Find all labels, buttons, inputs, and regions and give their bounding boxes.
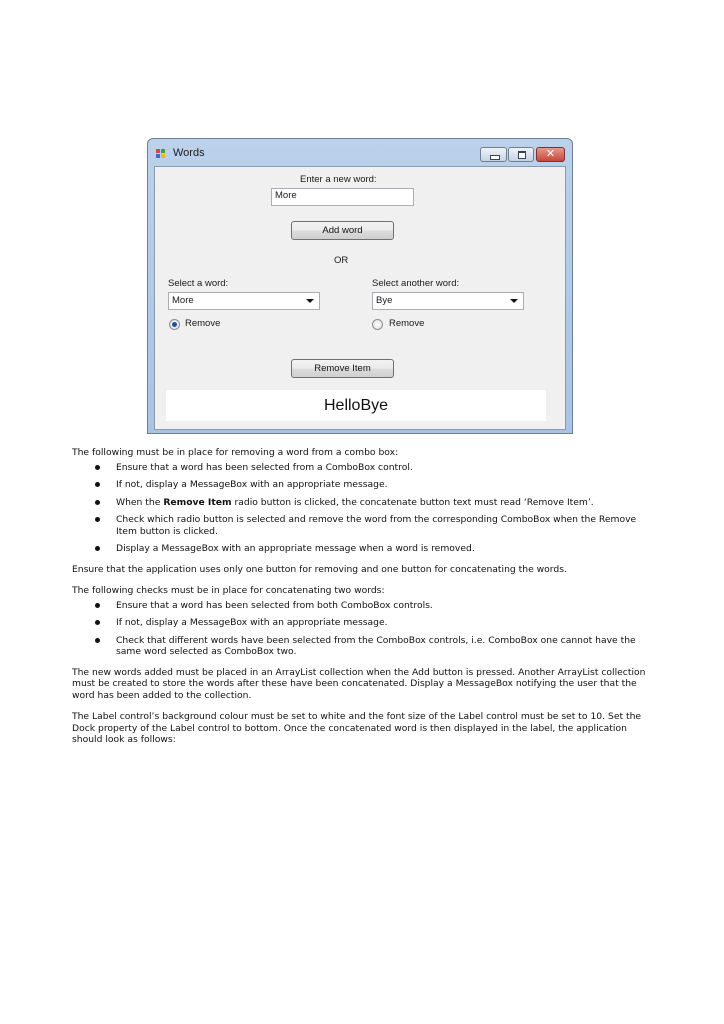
remove-radio-2[interactable] [372,319,383,330]
select-another-word-combobox[interactable] [372,292,524,310]
list-item: If not, display a MessageBox with an appropriate message. [72,479,647,491]
chevron-down-icon[interactable] [510,299,518,303]
result-label: HelloBye [166,390,546,421]
remove-item-button[interactable]: Remove Item [291,359,394,378]
list-item: If not, display a MessageBox with an appropriate message. [72,617,647,629]
select-word-combobox[interactable] [168,292,320,310]
select-another-word-label: Select another word: [372,278,460,289]
close-icon[interactable]: ✕ [536,147,565,162]
app-icon [156,149,167,159]
maximize-icon[interactable] [508,147,534,162]
remove-radio-2-label[interactable]: Remove [389,318,425,329]
intro-remove: The following must be in place for removing a word from a combo box: [72,447,399,458]
words-window [147,138,573,434]
list-item: When the Remove Item radio button is clicked, the concatenate button text must read ‘Remove Item’. [72,497,647,509]
para-arraylist: The new words added must be placed in an ArrayList collection when the Add button is pressed. Another ArrayList collection must be created to store the words after these have been concatenated. Display a MessageBox notifying the user that the word has been added to the collection. [72,666,646,701]
or-label: OR [334,255,349,266]
new-word-label: Enter a new word: [300,174,377,185]
add-word-button[interactable]: Add word [291,221,394,240]
remove-radio-1[interactable] [169,319,180,330]
title-bar [148,139,572,166]
intro-concatenate: The following checks must be in place for concatenating two words: [72,585,385,596]
concatenate-requirements-list [72,600,647,658]
list-item: Display a MessageBox with an appropriate message when a word is removed. [72,543,647,555]
list-item: Ensure that a word has been selected from both ComboBox controls. [72,600,647,612]
para-label: The Label control’s background colour must be set to white and the font size of the Label control must be set to 10. Set the Dock property of the Label control to bottom. Once the concatenated word is then displayed in the label, the application should look as follows: [72,711,642,745]
form-client-area [154,166,566,430]
window-title: Words [173,147,205,159]
remove-requirements-list [72,462,647,555]
list-item: Check that different words have been selected from the ComboBox controls, i.e. ComboBox one cannot have the same word selected as ComboBox two. [72,635,647,658]
new-word-input[interactable]: More [271,188,414,206]
chevron-down-icon[interactable] [306,299,314,303]
list-item: Ensure that a word has been selected from a ComboBox control. [72,462,647,474]
remove-radio-1-label[interactable]: Remove [185,318,221,329]
document-body [72,447,647,756]
list-item: Check which radio button is selected and remove the word from the corresponding ComboBox when the Remove Item button is clicked. [72,514,647,537]
select-word-label: Select a word: [168,278,229,289]
select-another-word-value: Bye [376,295,393,306]
select-word-value: More [172,295,194,306]
para-buttons: Ensure that the application uses only one button for removing and one button for concatenating the words. [72,563,567,575]
minimize-icon[interactable] [480,147,507,162]
